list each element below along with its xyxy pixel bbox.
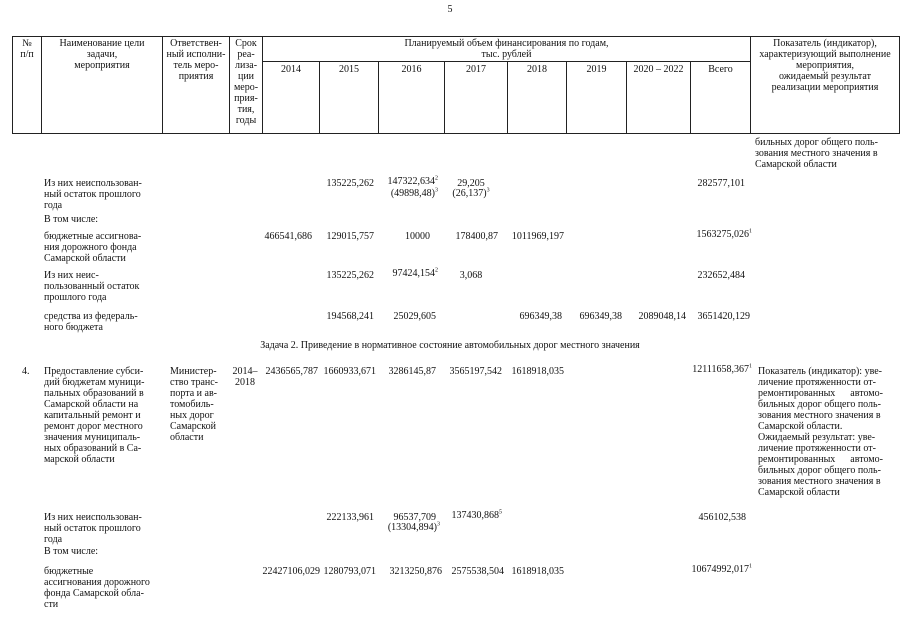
cell-2016: 25029,605 — [393, 311, 436, 322]
cell-total: 282577,101 — [697, 178, 745, 189]
cell-2018: 1618918,035 — [511, 566, 564, 577]
cell-2014: 2436565,787 — [265, 366, 318, 377]
cell-2015: 1280793,071 — [323, 566, 376, 577]
header-number-col: № п/п — [20, 38, 34, 60]
cell-2016: 3286145,87 — [388, 366, 436, 377]
header-year-2017: 2017 — [466, 64, 486, 75]
cell-2017: 29,205 — [457, 178, 485, 189]
cell-2017: 178400,87 — [455, 231, 498, 242]
cell-2016: 147322,634$^2$ — [387, 175, 438, 187]
header-year-2020-2022: 2020 – 2022 — [633, 64, 684, 75]
row-name: бюджетные ассигнования дорожного фонда Самарской обла- сти — [44, 566, 150, 610]
cell-total: 232652,484 — [697, 270, 745, 281]
header-year-2014: 2014 — [281, 64, 301, 75]
row-name: Из них неиспользован- ный остаток прошлого года — [44, 512, 142, 545]
row-number: 4. — [22, 366, 30, 377]
cell-2017: 2575538,504 — [451, 566, 504, 577]
header-term-col: Срок реа- лиза- ции меро- прия- тия, годы — [233, 38, 259, 126]
cell-2017: 3,068 — [459, 270, 483, 281]
cell-2015: 1660933,671 — [323, 366, 376, 377]
cell-2015: 129015,757 — [326, 231, 374, 242]
cell-2014: 22427106,029 — [262, 566, 320, 577]
task-2-title: Задача 2. Приведение в нормативное состояние автомобильных дорог местного значения — [260, 340, 640, 351]
header-year-2015: 2015 — [339, 64, 359, 75]
header-indicator-col: Показатель (индикатор), характеризующий выполнение мероприятия, ожидаемый результат реализации мероприятия — [759, 38, 891, 93]
cell-2015: 135225,262 — [326, 178, 374, 189]
row-name: Из них неиспользован- ный остаток прошлого года — [44, 178, 142, 211]
cell-2017: 137430,868$^5$ — [451, 509, 502, 521]
indicator-continuation: бильных дорог общего поль- зования местного значения в Самарской области — [755, 137, 878, 170]
header-name-col: Наименование цели задачи, мероприятия — [59, 38, 145, 71]
header-year-2019: 2019 — [586, 64, 607, 75]
cell-2018: 696349,38 — [519, 311, 562, 322]
row-term: 2014– 2018 — [232, 366, 258, 388]
cell-2016: 96537,709 — [393, 512, 436, 523]
cell-2017-unused: $(26,137)^3$ — [452, 187, 490, 199]
cell-2014: 466541,686 — [264, 231, 312, 242]
cell-2017: 3565197,542 — [449, 366, 502, 377]
header-year-2018: 2018 — [527, 64, 547, 75]
cell-2015: 222133,961 — [326, 512, 374, 523]
header-finance-col: Планируемый объем финансирования по годам, тыс. рублей — [404, 38, 609, 60]
cell-2015: 135225,262 — [326, 270, 374, 281]
header-responsible-col: Ответствен- ный исполни- тель меро- приятия — [166, 38, 226, 82]
row-name: средства из федераль- ного бюджета — [44, 311, 138, 333]
cell-2015: 194568,241 — [326, 311, 374, 322]
cell-2016: 3213250,876 — [389, 566, 442, 577]
cell-2020-2022: 2089048,14 — [638, 311, 686, 322]
cell-total: 3651420,129 — [697, 311, 750, 322]
cell-2018: 1011969,197 — [511, 231, 564, 242]
page-number: 5 — [447, 4, 453, 15]
row-name: Предоставление субси- дий бюджетам муници- пальных образований в Самарской области на капитальный ремонт и ремонт дорог местного значения муниципаль- ных образований в Са- марской области — [44, 366, 145, 465]
cell-2016-unused: $(49898,48)^3$ — [390, 187, 438, 199]
row-responsible: Министер- ство транс- порта и ав- томобиль- ных дорог Самарской области — [170, 366, 219, 443]
cell-total: 456102,538 — [698, 512, 746, 523]
row-name: В том числе: — [44, 214, 99, 225]
row-name: Из них неис- пользованный остаток прошлого года — [44, 270, 140, 303]
row-name: В том числе: — [44, 546, 99, 557]
cell-2016: 97424,154$^2$ — [392, 267, 438, 279]
row-name: бюджетные ассигнова- ния дорожного фонда Самарской области — [44, 231, 142, 264]
cell-2016: 10000 — [405, 231, 430, 242]
cell-2016-unused: $(13304,894)^3$ — [387, 521, 440, 533]
cell-2018: 1618918,035 — [511, 366, 564, 377]
row-indicator: Показатель (индикатор): уве- личение протяженности от- ремонтированных автомо- бильных дорог общего поль- зования местного значения в Самарской области. Ожидаемый результат: уве- личение протяженности от- ремонтированных автомо- бильных дорог общего поль- зования местного значения в Самарской области — [758, 366, 883, 498]
cell-total: 10674992,017$^1$ — [691, 563, 752, 575]
cell-total: 1563275,026$^1$ — [696, 228, 752, 240]
header-year-2016: 2016 — [401, 64, 422, 75]
header-year-total: Всего — [708, 64, 733, 75]
cell-total: 12111658,367$^1$ — [692, 363, 752, 375]
cell-2019: 696349,38 — [579, 311, 622, 322]
